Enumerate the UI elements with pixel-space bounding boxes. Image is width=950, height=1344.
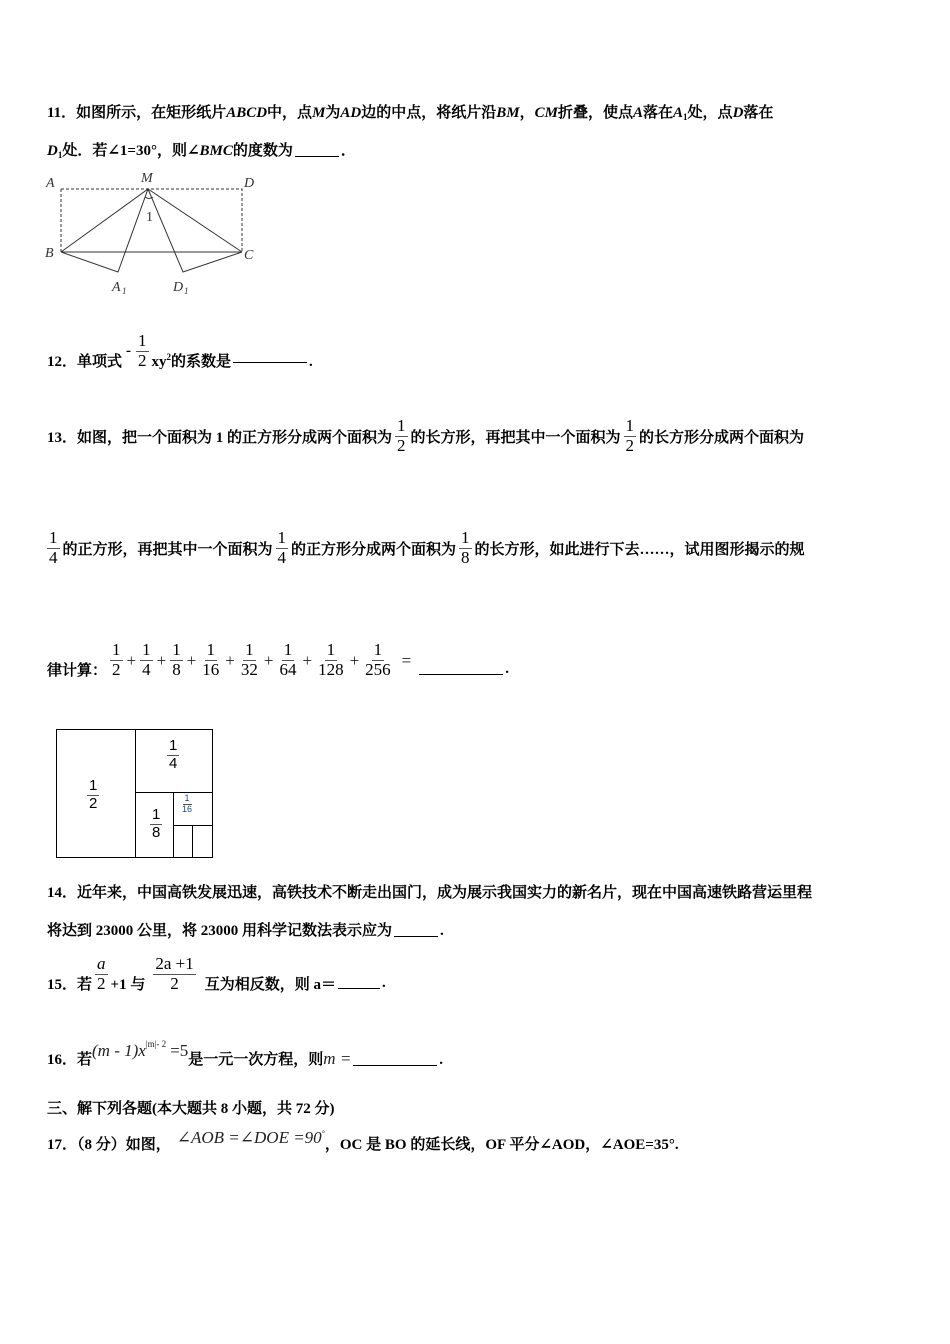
den: 2	[97, 974, 106, 993]
fraction-1-over-32	[239, 641, 260, 679]
num: a	[97, 954, 106, 974]
math-expr: (m - 1)x	[92, 1041, 146, 1060]
den: 4	[142, 660, 151, 679]
math-eq: =5	[170, 1041, 189, 1060]
text: .	[309, 354, 313, 370]
num: 1	[152, 806, 161, 823]
math-m: m =	[323, 1049, 352, 1068]
num: 1	[138, 331, 147, 351]
fraction-quarter	[276, 529, 289, 567]
fraction-1-over-16	[200, 641, 221, 679]
math-exp: |m|- 2	[145, 1039, 167, 1049]
text: .	[439, 1052, 444, 1068]
fraction-1-over-256	[363, 641, 393, 679]
fraction-2a-plus-1-over-2	[153, 955, 195, 993]
num: 1	[206, 640, 216, 660]
answer-blank[interactable]	[233, 361, 307, 363]
text: -	[126, 343, 132, 359]
text: ．	[340, 143, 356, 159]
den: 2	[112, 660, 121, 679]
fraction	[136, 332, 149, 370]
text: 1	[683, 112, 688, 122]
text: 的长方形，再把其中一个面积为	[410, 429, 621, 446]
text: 的正方形分成两个面积为	[291, 541, 457, 558]
plus-sign: +	[263, 650, 274, 670]
text: 1	[57, 150, 63, 160]
text: .	[381, 975, 386, 991]
answer-blank[interactable]	[338, 987, 380, 989]
sub: 1	[122, 286, 127, 296]
answer-blank[interactable]	[295, 155, 339, 157]
label-sixteenth	[180, 794, 194, 815]
fraction-1-over-128	[316, 641, 346, 679]
num: 1	[172, 640, 181, 660]
plus-sign: +	[225, 650, 235, 670]
fraction-eighth	[459, 529, 472, 567]
den: 256	[365, 660, 391, 679]
num: 1	[326, 640, 336, 660]
text: 处．若∠1=30°，则∠	[62, 143, 200, 159]
fraction-sum	[107, 641, 417, 679]
q11-line1	[47, 101, 773, 122]
text: 三、解下列各题(本大题共 8 小题，共 72 分)	[47, 1101, 335, 1117]
num: 1	[169, 737, 178, 754]
text: .	[440, 923, 444, 939]
den: 16	[202, 660, 220, 679]
label-m: M	[141, 171, 153, 186]
text: 处，点	[687, 105, 733, 121]
term	[152, 350, 313, 371]
text: 2	[166, 352, 172, 362]
text: ABCD	[226, 105, 268, 121]
num: 1	[397, 416, 406, 435]
text: 12．单项式	[47, 354, 123, 370]
label-angle-1: 1	[146, 210, 153, 225]
text: 11．如图所示，在矩形纸片	[47, 105, 227, 121]
q17	[47, 1128, 679, 1154]
num: 1	[49, 528, 58, 547]
den: 8	[172, 660, 181, 679]
plus-sign: +	[349, 650, 360, 670]
text: D	[47, 143, 58, 159]
text: BM	[496, 105, 520, 121]
text: 落在	[743, 105, 774, 121]
label-a: A	[46, 176, 55, 191]
label-eighth	[150, 807, 162, 841]
den: 2	[138, 351, 147, 370]
q11-figure	[40, 165, 270, 305]
text: D	[732, 105, 744, 121]
text: BMC	[199, 143, 233, 159]
plus-sign: +	[126, 650, 137, 670]
text: 16．若	[47, 1052, 93, 1068]
section-3-heading	[47, 1097, 335, 1118]
num: 1	[112, 640, 121, 660]
num: 2a +1	[155, 954, 194, 974]
den: 64	[279, 660, 297, 679]
num: 1	[277, 528, 287, 547]
text: CM	[534, 105, 558, 121]
text: 为	[325, 105, 341, 121]
den: 16	[182, 803, 193, 814]
text: 的度数为	[232, 143, 293, 159]
q13-line1	[47, 417, 804, 455]
text: 互为相反数，则 a＝	[204, 977, 336, 993]
den: 4	[169, 754, 178, 772]
fraction-1-over-8	[170, 641, 183, 679]
label-c: C	[244, 248, 254, 263]
text: 中，点	[267, 105, 313, 121]
q14-line2	[47, 919, 444, 940]
answer-blank[interactable]	[394, 935, 438, 937]
plus-sign: +	[186, 650, 197, 670]
text: 折叠，使点	[557, 105, 633, 121]
text: +1 与	[110, 977, 146, 993]
label-d: D	[244, 176, 255, 191]
den: 2	[170, 974, 179, 993]
num: 1	[184, 793, 190, 803]
text: 律计算：	[47, 663, 108, 679]
text: 14．近年来，中国高铁发展迅速，高铁技术不断走出国门，成为展示我国实力的新名片，现在中国高速铁路营运里程	[47, 885, 813, 901]
plus-sign: +	[302, 650, 313, 670]
num: 1	[373, 640, 383, 660]
fraction-quarter	[47, 529, 60, 567]
text: .	[505, 661, 510, 677]
text: 边的中点，将纸片沿	[361, 105, 497, 121]
fraction-1-over-64	[277, 641, 298, 679]
math-angles: ∠AOB =∠DOE =90	[176, 1128, 322, 1147]
fraction-half	[624, 417, 637, 455]
text: 落在	[643, 105, 674, 121]
den: 4	[49, 547, 58, 567]
label-a1: A	[112, 280, 121, 295]
q12	[47, 332, 313, 371]
answer-blank[interactable]	[419, 673, 503, 675]
den: 32	[240, 660, 258, 679]
label-quarter	[167, 738, 179, 772]
text: A	[673, 105, 684, 121]
q16	[47, 1039, 444, 1069]
text: 13．如图，把一个面积为 1 的正方形分成两个面积为	[47, 429, 393, 446]
text: 15．若	[47, 977, 93, 993]
num: 1	[461, 528, 470, 547]
q13-line2	[47, 529, 805, 567]
num: 1	[625, 416, 635, 435]
math-deg: °	[321, 1129, 325, 1138]
text: 将达到 23000 公里，将 23000 用科学记数法表示应为	[47, 923, 393, 939]
text: M	[312, 105, 326, 121]
q15	[47, 955, 386, 994]
q13-line3	[47, 641, 509, 680]
q13-figure	[56, 729, 213, 858]
equals-sign: =	[401, 650, 412, 670]
text: ，	[519, 105, 535, 121]
label-half	[87, 778, 99, 812]
den: 2	[397, 435, 406, 455]
den: 128	[318, 660, 344, 679]
fraction-1-over-2	[110, 641, 123, 679]
num: 1	[142, 640, 151, 660]
text: ，OC 是 BO 的延长线，OF 平分∠AOD，∠AOE=35°.	[324, 1137, 679, 1153]
num: 1	[245, 640, 254, 660]
num: 1	[283, 640, 293, 660]
den: 8	[461, 547, 470, 567]
q11-line2	[47, 139, 356, 160]
text: xy	[151, 354, 167, 370]
text: 是一元一次方程，则	[188, 1052, 324, 1068]
text: 17．（8 分）如图，	[47, 1137, 171, 1153]
text: 的长方形分成两个面积为	[639, 429, 805, 446]
den: 2	[89, 794, 98, 812]
num: 1	[89, 777, 98, 794]
label-b: B	[45, 246, 54, 261]
answer-blank[interactable]	[353, 1064, 437, 1066]
fraction-a-over-2	[95, 955, 108, 993]
den: 8	[152, 823, 161, 841]
q14-line1	[47, 881, 812, 902]
fraction-half	[395, 417, 408, 455]
sub: 1	[184, 286, 189, 296]
label-d1: D	[173, 280, 184, 295]
text: 的系数是	[171, 354, 232, 370]
den: 4	[277, 547, 287, 567]
fraction-1-over-4	[140, 641, 153, 679]
text: 的正方形，再把其中一个面积为	[62, 541, 273, 558]
text: A	[633, 105, 644, 121]
den: 2	[625, 435, 635, 455]
text: 的长方形，如此进行下去……，试用图形揭示的规	[474, 541, 805, 558]
text: AD	[340, 105, 362, 121]
plus-sign: +	[156, 650, 167, 670]
